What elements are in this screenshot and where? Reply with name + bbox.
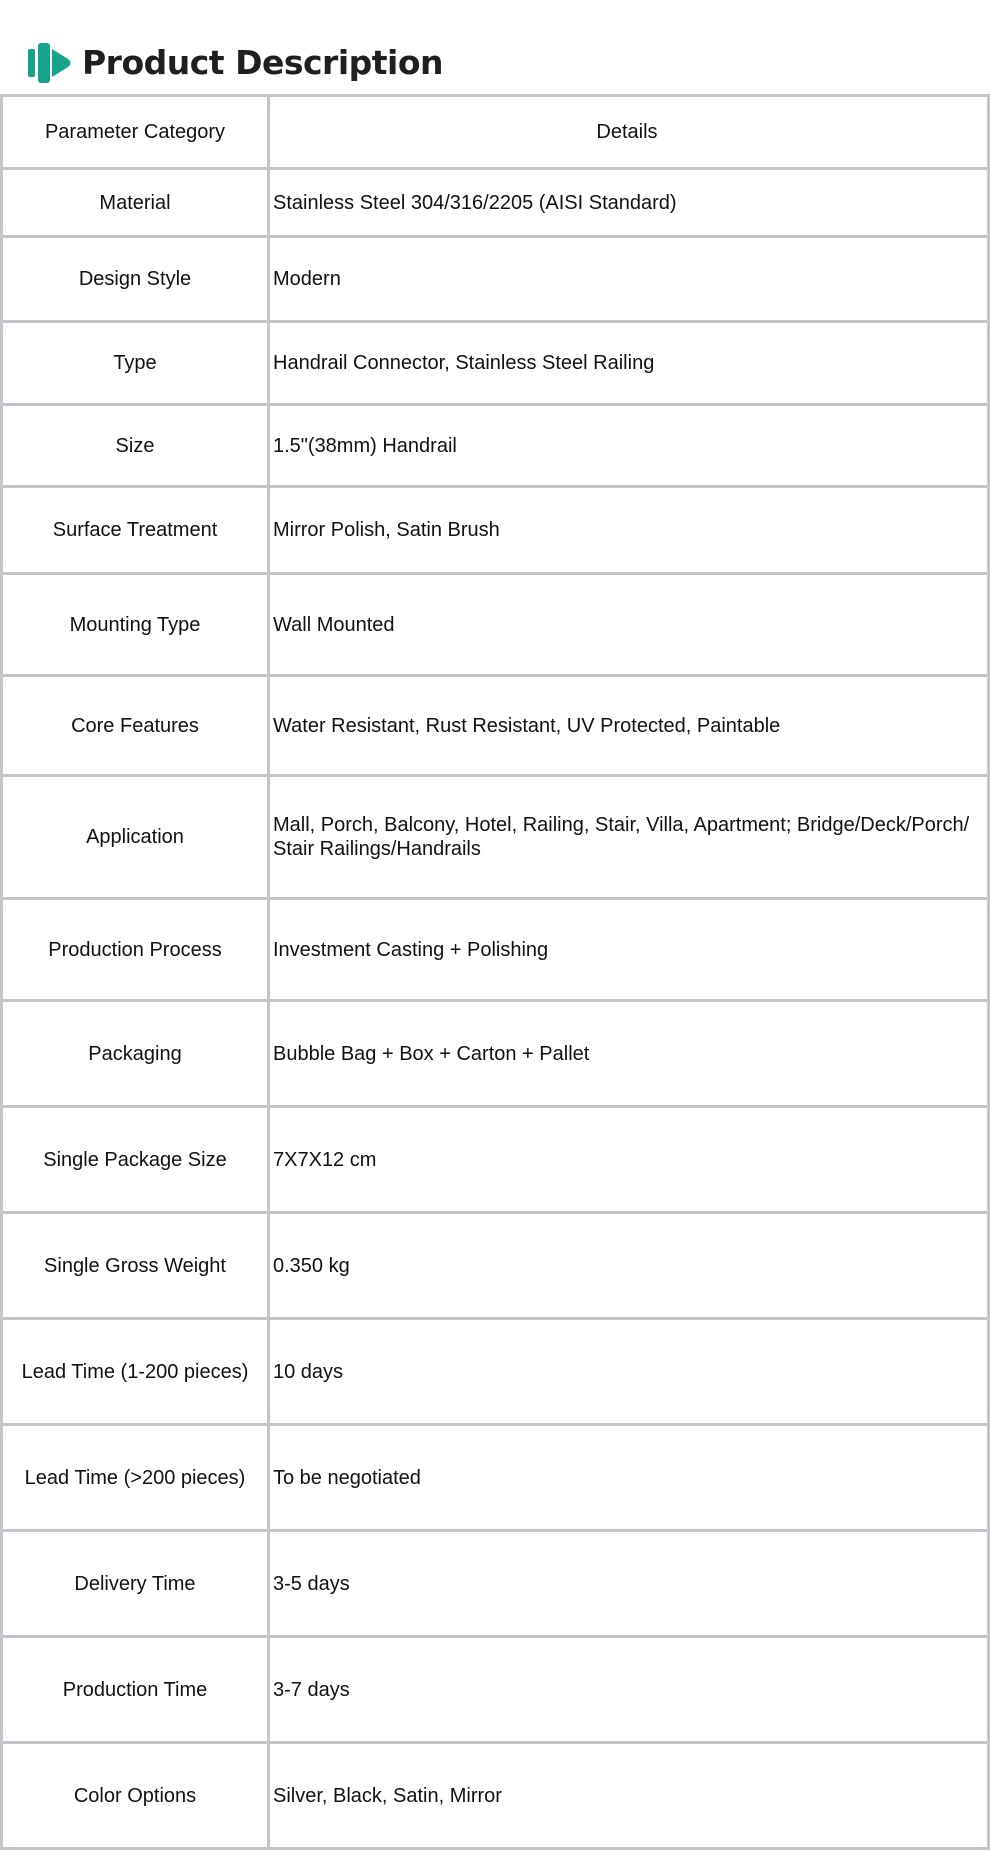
- row-category: Delivery Time: [2, 1531, 269, 1637]
- column-header-category: Parameter Category: [2, 96, 269, 169]
- column-header-details: Details: [269, 96, 989, 169]
- table-row: [2, 169, 989, 237]
- row-category: Design Style: [2, 237, 269, 322]
- row-details: 3-5 days: [269, 1531, 989, 1637]
- page-title: Product Description: [82, 43, 444, 82]
- row-category: Single Package Size: [2, 1107, 269, 1213]
- product-spec-table: [0, 94, 990, 1850]
- row-category: Color Options: [2, 1743, 269, 1849]
- row-category: Production Process: [2, 899, 269, 1001]
- row-category: Mounting Type: [2, 574, 269, 676]
- table-row: [2, 1107, 989, 1213]
- table-row: [2, 1213, 989, 1319]
- row-details: 10 days: [269, 1319, 989, 1425]
- table-header-row: [2, 96, 989, 169]
- row-details: 3-7 days: [269, 1637, 989, 1743]
- row-details: Investment Casting + Polishing: [269, 899, 989, 1001]
- table-row: [2, 1637, 989, 1743]
- row-category: Core Features: [2, 676, 269, 776]
- row-details: To be negotiated: [269, 1425, 989, 1531]
- row-details: Stainless Steel 304/316/2205 (AISI Standard): [269, 169, 989, 237]
- row-category: Size: [2, 405, 269, 487]
- row-details: Bubble Bag + Box + Carton + Pallet: [269, 1001, 989, 1107]
- table-row: [2, 405, 989, 487]
- table-row: [2, 322, 989, 405]
- row-category: Lead Time (1-200 pieces): [2, 1319, 269, 1425]
- table-row: [2, 676, 989, 776]
- row-details: Handrail Connector, Stainless Steel Railing: [269, 322, 989, 405]
- table-row: [2, 1531, 989, 1637]
- row-details: Silver, Black, Satin, Mirror: [269, 1743, 989, 1849]
- table-row: [2, 1001, 989, 1107]
- table-row: [2, 574, 989, 676]
- row-details: Wall Mounted: [269, 574, 989, 676]
- row-details: 0.350 kg: [269, 1213, 989, 1319]
- speaker-icon: [28, 41, 74, 85]
- row-category: Production Time: [2, 1637, 269, 1743]
- table-row: [2, 1743, 989, 1849]
- row-category: Application: [2, 776, 269, 899]
- row-details: Mall, Porch, Balcony, Hotel, Railing, Stair, Villa, Apartment; Bridge/Deck/Porch/Stair Railings/Handrails: [269, 776, 989, 899]
- row-category: Packaging: [2, 1001, 269, 1107]
- row-details: Water Resistant, Rust Resistant, UV Protected, Paintable: [269, 676, 989, 776]
- row-details: 1.5"(38mm) Handrail: [269, 405, 989, 487]
- row-category: Single Gross Weight: [2, 1213, 269, 1319]
- table-row: [2, 899, 989, 1001]
- row-category: Lead Time (>200 pieces): [2, 1425, 269, 1531]
- row-category: Surface Treatment: [2, 487, 269, 574]
- row-details: Modern: [269, 237, 989, 322]
- table-row: [2, 1319, 989, 1425]
- section-heading: [28, 40, 443, 86]
- row-category: Material: [2, 169, 269, 237]
- table-row: [2, 237, 989, 322]
- row-details: Mirror Polish, Satin Brush: [269, 487, 989, 574]
- table-row: [2, 487, 989, 574]
- table-row: [2, 776, 989, 899]
- row-category: Type: [2, 322, 269, 405]
- table-row: [2, 1425, 989, 1531]
- row-details: 7X7X12 cm: [269, 1107, 989, 1213]
